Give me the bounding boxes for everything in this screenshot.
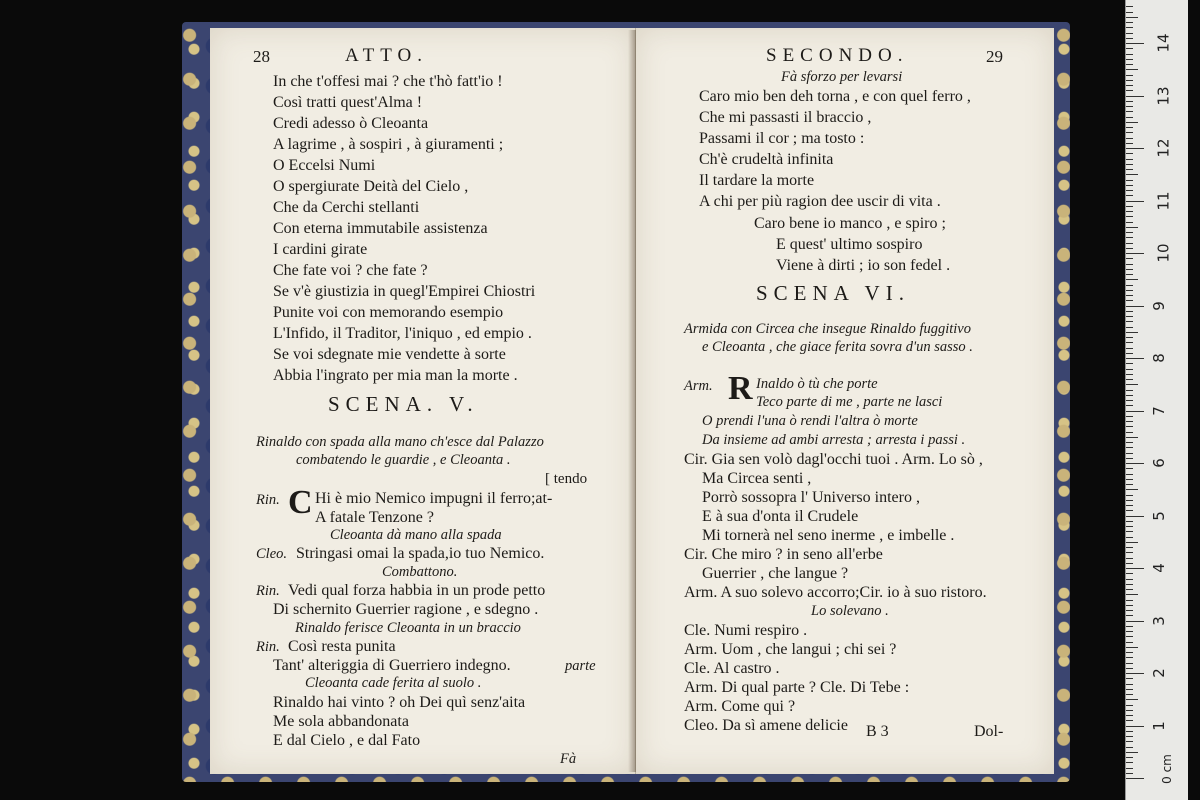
ruler-tick <box>1126 54 1133 55</box>
page-number: 29 <box>986 47 1003 66</box>
ruler-tick <box>1126 237 1133 238</box>
text-line: Vedi qual forza habbia in un prode petto <box>288 582 546 599</box>
ruler-tick <box>1126 516 1144 517</box>
ruler-number: 4 <box>1149 563 1168 573</box>
ruler-tick <box>1126 138 1133 139</box>
text-line: Tant' alteriggia di Guerriero indegno. <box>273 657 511 674</box>
ruler-tick <box>1126 605 1133 606</box>
ruler-tick <box>1126 300 1133 301</box>
ruler-tick <box>1126 731 1133 732</box>
ruler-tick <box>1126 531 1133 532</box>
running-header: SECONDO. <box>766 45 909 66</box>
ruler-tick <box>1126 652 1133 653</box>
text-line: Abbia l'ingrato per mia man la morte . <box>273 367 518 384</box>
ruler-tick <box>1126 710 1133 711</box>
ruler-tick <box>1126 143 1133 144</box>
right-page <box>636 28 1054 774</box>
text-line: I cardini girate <box>273 241 368 258</box>
text-line: Che fate voi ? che fate ? <box>273 262 428 279</box>
text-line: Il tardare la morte <box>699 172 815 189</box>
left-page <box>210 28 636 774</box>
ruler-tick <box>1126 647 1138 648</box>
dialogue-line: Guerrier , che langue ? <box>702 565 849 582</box>
ruler-tick <box>1126 211 1133 212</box>
text-line: O prendi l'una ò rendi l'altra ò morte <box>702 413 918 429</box>
stage-direction: Armida con Circea che insegue Rinaldo fuggitivo <box>684 321 971 337</box>
ruler-tick <box>1126 626 1133 627</box>
ruler-tick <box>1126 101 1133 102</box>
ruler-tick <box>1126 269 1133 270</box>
ruler-number: 14 <box>1154 33 1173 53</box>
ruler-tick <box>1126 279 1138 280</box>
ruler-tick <box>1126 332 1138 333</box>
ruler-tick <box>1126 537 1133 538</box>
ruler-tick <box>1126 757 1133 758</box>
ruler-tick <box>1126 426 1133 427</box>
ruler-tick <box>1126 668 1133 669</box>
ruler-tick <box>1126 75 1133 76</box>
drop-cap: C <box>288 484 313 521</box>
ruler-tick <box>1126 132 1133 133</box>
ruler-tick <box>1126 689 1133 690</box>
catchword: Dol- <box>974 723 1004 740</box>
ruler-tick <box>1126 48 1133 49</box>
text-line: Inaldo ò tù che porte <box>756 376 878 392</box>
dialogue-line: Cle. Numi respiro . <box>684 622 808 639</box>
ruler-number: 3 <box>1149 615 1168 626</box>
ruler-number: 13 <box>1154 85 1173 106</box>
stage-direction: Lo solevano . <box>811 603 889 619</box>
speaker-label: Rin. <box>256 639 280 655</box>
ruler-tick <box>1126 762 1133 763</box>
ruler-tick <box>1126 85 1133 86</box>
stage-direction: Fà sforzo per levarsi <box>781 69 903 85</box>
ruler-tick <box>1126 726 1144 727</box>
ruler-tick <box>1126 290 1133 291</box>
dialogue-line: Cleo. Da sì amene delicie <box>684 717 848 734</box>
text-line: Caro mio ben deh torna , e con quel ferro , <box>699 88 971 105</box>
dialogue-line: Cle. Al castro . <box>684 660 780 677</box>
ruler-tick <box>1126 484 1133 485</box>
ruler-tick <box>1126 169 1133 170</box>
ruler-tick <box>1126 573 1133 574</box>
dialogue-line: Mi tornerà nel seno inerme , e imbelle . <box>702 527 955 544</box>
stage-direction: Rinaldo con spada alla mano ch'esce dal Palazzo <box>256 434 544 450</box>
ruler-tick <box>1126 111 1133 112</box>
text-line: Credi adesso ò Cleoanta <box>273 115 429 132</box>
stage-direction: Combattono. <box>382 564 458 580</box>
stage-direction: Rinaldo ferisce Cleoanta in un braccio <box>295 620 521 636</box>
ruler-tick <box>1126 542 1138 543</box>
ruler-tick <box>1126 216 1133 217</box>
ruler-tick <box>1126 736 1133 737</box>
ruler-tick <box>1126 43 1144 44</box>
ruler-tick <box>1126 153 1133 154</box>
ruler-tick <box>1126 369 1133 370</box>
ruler-tick <box>1126 631 1133 632</box>
text-line: A chi per più ragion dee uscir di vita . <box>699 193 941 210</box>
ruler-tick <box>1126 584 1133 585</box>
aria-line: E quest' ultimo sospiro <box>776 236 923 253</box>
ruler-tick <box>1126 411 1144 412</box>
signature-mark: B 3 <box>866 723 889 740</box>
ruler-tick <box>1126 500 1133 501</box>
text-line: In che t'offesi mai ? che t'hò fatt'io ! <box>273 73 503 90</box>
text-line: Teco parte di me , parte ne lasci <box>756 394 943 410</box>
ruler-number: 8 <box>1149 353 1168 363</box>
ruler-tick <box>1126 195 1133 196</box>
ruler-tick <box>1126 547 1133 548</box>
ruler-number: 6 <box>1149 458 1168 468</box>
text-line: Se voi sdegnate mie vendette à sorte <box>273 346 506 363</box>
ruler-tick <box>1126 159 1133 160</box>
dialogue-line: E à sua d'onta il Crudele <box>702 508 859 525</box>
ruler-tick <box>1126 579 1133 580</box>
ruler-tick <box>1126 447 1133 448</box>
ruler-tick <box>1126 321 1133 322</box>
stage-direction: Cleoanta cade ferita al suolo . <box>305 675 482 691</box>
drop-cap: R <box>728 370 753 407</box>
ruler-tick <box>1126 222 1133 223</box>
text-line: L'Infido, il Traditor, l'iniquo , ed empio . <box>273 325 532 342</box>
speaker-label: Rin. <box>256 583 280 599</box>
speaker-label: Rin. <box>256 492 280 508</box>
dialogue-line: Arm. Di qual parte ? Cle. Di Tebe : <box>684 679 910 696</box>
speaker-label: Arm. <box>684 378 713 394</box>
aria-line: Caro bene io manco , e spiro ; <box>754 215 946 232</box>
ruler-tick <box>1126 90 1133 91</box>
page-number: 28 <box>253 47 270 66</box>
ruler-tick <box>1126 379 1133 380</box>
stage-direction: combatendo le guardie , e Cleoanta . <box>296 452 511 468</box>
ruler-tick <box>1126 752 1138 753</box>
ruler-tick <box>1126 442 1133 443</box>
ruler-tick <box>1126 458 1133 459</box>
text-line: E dal Cielo , e dal Fato <box>273 732 421 749</box>
ruler-tick <box>1126 258 1133 259</box>
dialogue-line: Cir. Che miro ? in seno all'erbe <box>684 546 883 563</box>
ruler-tick <box>1126 80 1133 81</box>
ruler-tick <box>1126 190 1133 191</box>
ruler-tick <box>1126 243 1133 244</box>
ruler-tick <box>1126 663 1133 664</box>
ruler-tick <box>1126 6 1133 7</box>
catchword: Fà <box>560 751 577 767</box>
ruler-tick <box>1126 705 1133 706</box>
dialogue-line: Ma Circea senti , <box>702 470 812 487</box>
ruler-number: 10 <box>1154 243 1173 263</box>
aria-line: Viene à dirti ; io son fedel . <box>776 257 951 274</box>
ruler-tick <box>1126 311 1133 312</box>
dialogue-line: Porrò sossopra l' Universo intero , <box>702 489 920 506</box>
ruler-tick <box>1126 521 1133 522</box>
ruler-tick <box>1126 778 1144 779</box>
stage-direction: Cleoanta dà mano alla spada <box>330 527 502 543</box>
speaker-label: Cleo. <box>256 546 288 562</box>
ruler-tick <box>1126 337 1133 338</box>
ruler-number: 2 <box>1149 668 1168 678</box>
ruler-tick <box>1126 510 1133 511</box>
ruler-tick <box>1126 474 1133 475</box>
ruler-tick <box>1126 363 1133 364</box>
ruler-tick <box>1126 232 1133 233</box>
ruler-number: 1 <box>1149 720 1168 731</box>
ruler-number: 11 <box>1154 190 1173 211</box>
ruler-tick <box>1126 384 1138 385</box>
ruler-tick <box>1126 185 1133 186</box>
ruler-tick <box>1126 117 1133 118</box>
ruler-number: 9 <box>1149 300 1168 311</box>
text-line: A fatale Tenzone ? <box>315 509 434 526</box>
text-line: Così resta punita <box>288 638 396 655</box>
stage-direction: parte <box>565 658 596 674</box>
ruler-tick <box>1126 180 1133 181</box>
ruler-tick <box>1126 316 1133 317</box>
ruler-tick <box>1126 342 1133 343</box>
ruler-tick <box>1126 122 1138 123</box>
ruler-tick <box>1126 59 1133 60</box>
ruler-tick <box>1126 33 1133 34</box>
ruler-tick <box>1126 489 1138 490</box>
text-line: Di schernito Guerrier ragione , e sdegno . <box>273 601 539 618</box>
text-line: Che da Cerchi stellanti <box>273 199 420 216</box>
ruler-tick <box>1126 353 1133 354</box>
ruler-tick <box>1126 12 1133 13</box>
ruler-tick <box>1126 358 1144 359</box>
ruler-tick <box>1126 201 1144 202</box>
ruler-tick <box>1126 421 1133 422</box>
text-line: Me sola abbandonata <box>273 713 409 730</box>
ruler-tick <box>1126 453 1133 454</box>
ruler-tick <box>1126 264 1133 265</box>
text-line: Punite voi con memorando esempio <box>273 304 504 321</box>
ruler-number: 5 <box>1149 510 1168 521</box>
running-header: ATTO. <box>345 45 428 66</box>
ruler-tick <box>1126 348 1133 349</box>
ruler-tick <box>1126 17 1138 18</box>
ruler-tick <box>1126 306 1144 307</box>
dialogue-line: Arm. Uom , che langui ; chi sei ? <box>684 641 897 658</box>
text-line: Così tratti quest'Alma ! <box>273 94 423 111</box>
text-line: A lagrime , à sospiri , à giuramenti ; <box>273 136 504 153</box>
ruler-tick <box>1126 405 1133 406</box>
ruler-tick <box>1126 505 1133 506</box>
ruler-tick <box>1126 96 1144 97</box>
ruler-tick <box>1126 69 1138 70</box>
ruler-tick <box>1126 694 1133 695</box>
ruler-tick <box>1126 747 1133 748</box>
text-line: Da insieme ad ambi arresta ; arresta i passi . <box>702 432 966 448</box>
ruler-tick <box>1126 495 1133 496</box>
ruler-tick <box>1126 468 1133 469</box>
ruler-tick <box>1126 642 1133 643</box>
ruler-tick <box>1126 715 1133 716</box>
ruler-tick <box>1126 526 1133 527</box>
ruler-number: 7 <box>1149 405 1168 416</box>
ruler-tick <box>1126 295 1133 296</box>
ruler-tick <box>1126 589 1133 590</box>
ruler-tick <box>1126 768 1133 769</box>
ruler-tick <box>1126 400 1133 401</box>
ruler-tick <box>1126 568 1144 569</box>
ruler-tick <box>1126 327 1133 328</box>
ruler-tick <box>1126 479 1133 480</box>
dialogue-line: Arm. A suo solevo accorro;Cir. io à suo ristoro. <box>684 584 987 601</box>
ruler-tick <box>1126 390 1133 391</box>
ruler-tick <box>1126 684 1133 685</box>
stage-direction: e Cleoanta , che giace ferita sovra d'un sasso . <box>702 339 973 355</box>
text-line: Stringasi omai la spada,io tuo Nemico. <box>296 545 545 562</box>
measurement-ruler <box>1125 0 1188 800</box>
dialogue-line: Arm. Come qui ? <box>684 698 796 715</box>
ruler-tick <box>1126 741 1133 742</box>
text-line: Passami il cor ; ma tosto : <box>699 130 865 147</box>
ruler-tick <box>1126 164 1133 165</box>
ruler-tick <box>1126 64 1133 65</box>
text-line: Con eterna immutabile assistenza <box>273 220 488 237</box>
dialogue-line: Cir. Gia sen volò dagl'occhi tuoi . Arm. Lo sò , <box>684 451 983 468</box>
ruler-tick <box>1126 773 1133 774</box>
text-line: Ch'è crudeltà infinita <box>699 151 834 168</box>
ruler-tick <box>1126 206 1133 207</box>
ruler-number: 12 <box>1154 138 1173 158</box>
ruler-tick <box>1126 657 1133 658</box>
text-line: Rinaldo hai vinto ? oh Dei quì senz'aita <box>273 694 526 711</box>
ruler-tick <box>1126 416 1133 417</box>
ruler-tick <box>1126 463 1144 464</box>
ruler-tick <box>1126 552 1133 553</box>
text-line: Hi è mio Nemico impugni il ferro;at- <box>315 490 553 507</box>
ruler-tick <box>1126 699 1138 700</box>
ruler-tick <box>1126 594 1138 595</box>
ruler-tick <box>1126 610 1133 611</box>
ruler-tick <box>1126 106 1133 107</box>
text-line: Che mi passasti il braccio , <box>699 109 872 126</box>
text-line: Se v'è giustizia in quegl'Empirei Chiostri <box>273 283 536 300</box>
ruler-tick <box>1126 38 1133 39</box>
ruler-tick <box>1126 395 1133 396</box>
ruler-tick <box>1126 248 1133 249</box>
ruler-tick <box>1126 563 1133 564</box>
ruler-tick <box>1126 27 1133 28</box>
ruler-tick <box>1126 253 1144 254</box>
text-line: O spergiurate Deità del Cielo , <box>273 178 469 195</box>
ruler-tick <box>1126 621 1144 622</box>
ruler-tick <box>1126 174 1138 175</box>
scene-heading: SCENA VI. <box>756 281 910 305</box>
ruler-tick <box>1126 636 1133 637</box>
ruler-tick <box>1126 437 1138 438</box>
ruler-tick <box>1126 148 1144 149</box>
ruler-tick <box>1126 600 1133 601</box>
turnover-word: [ tendo <box>545 471 588 487</box>
ruler-tick <box>1126 720 1133 721</box>
ruler-tick <box>1126 615 1133 616</box>
ruler-tick <box>1126 274 1133 275</box>
ruler-tick <box>1126 22 1133 23</box>
ruler-tick <box>1126 558 1133 559</box>
ruler-tick <box>1126 227 1138 228</box>
ruler-tick <box>1126 673 1144 674</box>
ruler-tick <box>1126 285 1133 286</box>
text-line: O Eccelsi Numi <box>273 157 376 174</box>
ruler-tick <box>1126 678 1133 679</box>
ruler-tick <box>1126 374 1133 375</box>
ruler-tick <box>1126 127 1133 128</box>
ruler-tick <box>1126 432 1133 433</box>
scene-heading: SCENA. V. <box>328 392 479 416</box>
ruler-unit: 0 cm <box>1159 754 1174 784</box>
